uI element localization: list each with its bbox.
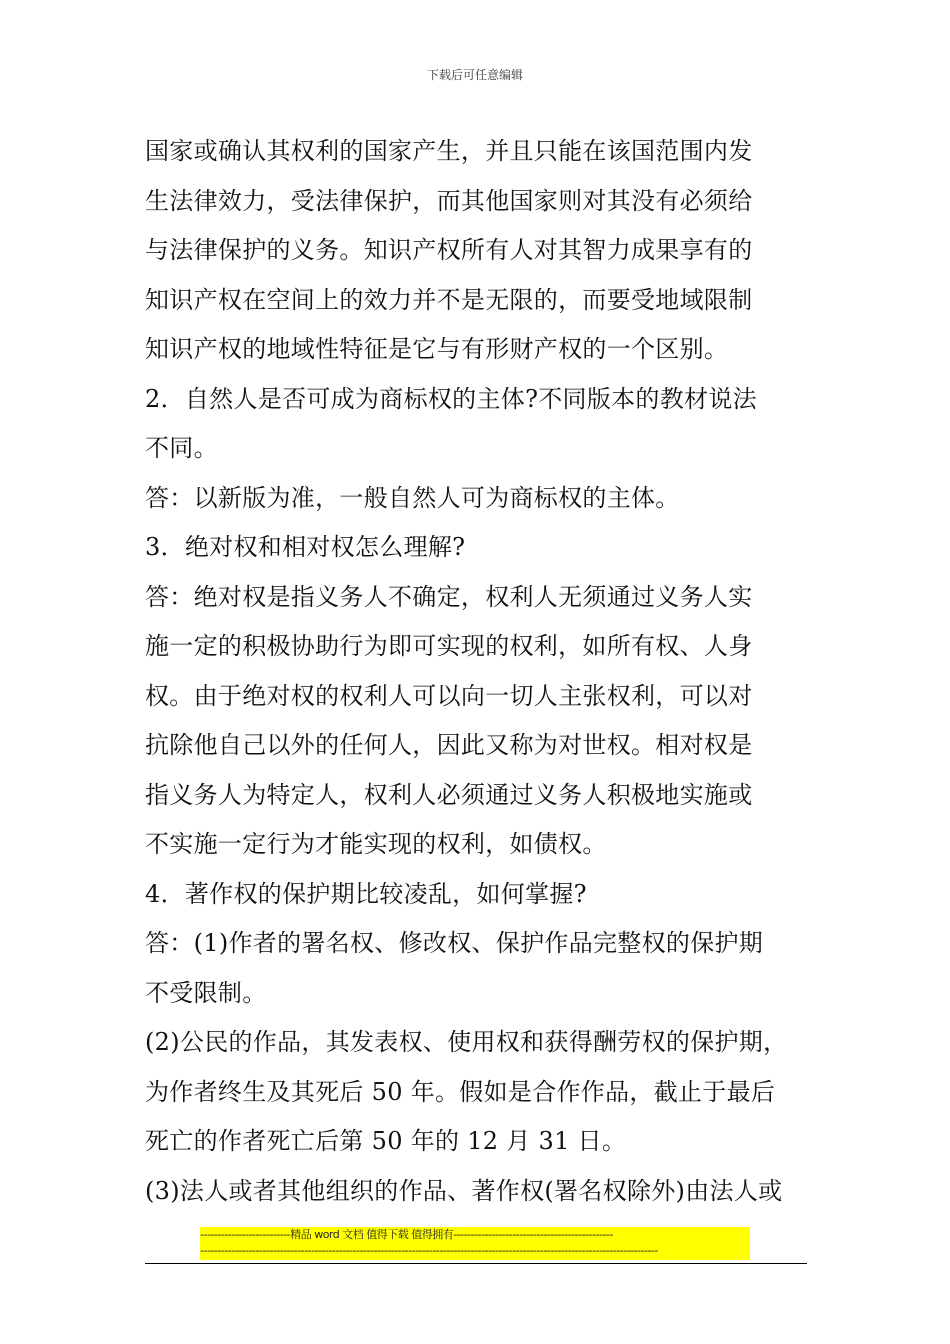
body-line: 死亡的作者死亡后第 50 年的 12 月 31 日。 xyxy=(145,1127,627,1155)
body-line: (2)公民的作品，其发表权、使用权和获得酬劳权的保护期， xyxy=(145,1028,788,1056)
body-line: 不受限制。 xyxy=(145,978,267,1007)
document-body xyxy=(145,127,810,1216)
footer-rule xyxy=(145,1263,807,1264)
footer-banner-line: --------------------------精品 word 文档 值得下载 值得拥有---------------------------------------------- xyxy=(200,1228,613,1241)
body-line: 国家或确认其权利的国家产生，并且只能在该国范围内发 xyxy=(145,137,753,165)
body-line: 抗除他自己以外的任何人，因此又称为对世权。相对权是 xyxy=(145,731,753,759)
body-line: 权。由于绝对权的权利人可以向一切人主张权利，可以对 xyxy=(145,681,753,710)
body-line: 不同。 xyxy=(145,434,218,462)
answer-2: 答：以新版为准，一般自然人可为商标权的主体。 xyxy=(145,483,680,512)
body-line: 不实施一定行为才能实现的权利，如债权。 xyxy=(145,830,607,858)
page-header: 下载后可任意编辑 xyxy=(426,68,523,82)
body-line: 知识产权的地域性特征是它与有形财产权的一个区别。 xyxy=(145,335,729,363)
body-line: 指义务人为特定人，权利人必须通过义务人积极地实施或 xyxy=(145,780,753,809)
footer-banner-line: ------------------------------------------------------------------------------------------------------------------------------------ xyxy=(200,1244,658,1257)
answer-4: 答：(1)作者的署名权、修改权、保护作品完整权的保护期 xyxy=(145,929,764,957)
question-3: 3．绝对权和相对权怎么理解? xyxy=(145,533,466,561)
footer-banner xyxy=(200,1227,750,1260)
body-line: 知识产权在空间上的效力并不是无限的，而要受地域限制 xyxy=(145,285,753,314)
answer-3: 答：绝对权是指义务人不确定，权利人无须通过义务人实 xyxy=(145,582,753,611)
question-2: 2．自然人是否可成为商标权的主体?不同版本的教材说法 xyxy=(145,384,757,413)
body-line: 生法律效力，受法律保护，而其他国家则对其没有必须给 xyxy=(145,186,753,215)
body-line: 施一定的积极协助行为即可实现的权利，如所有权、人身 xyxy=(145,632,753,660)
question-4: 4．著作权的保护期比较凌乱，如何掌握? xyxy=(145,879,587,908)
body-line: 为作者终生及其死后 50 年。假如是合作作品，截止于最后 xyxy=(145,1077,776,1106)
body-line: 与法律保护的义务。知识产权所有人对其智力成果享有的 xyxy=(145,236,753,264)
body-line: (3)法人或者其他组织的作品、著作权(署名权除外)由法人或 xyxy=(145,1176,783,1205)
